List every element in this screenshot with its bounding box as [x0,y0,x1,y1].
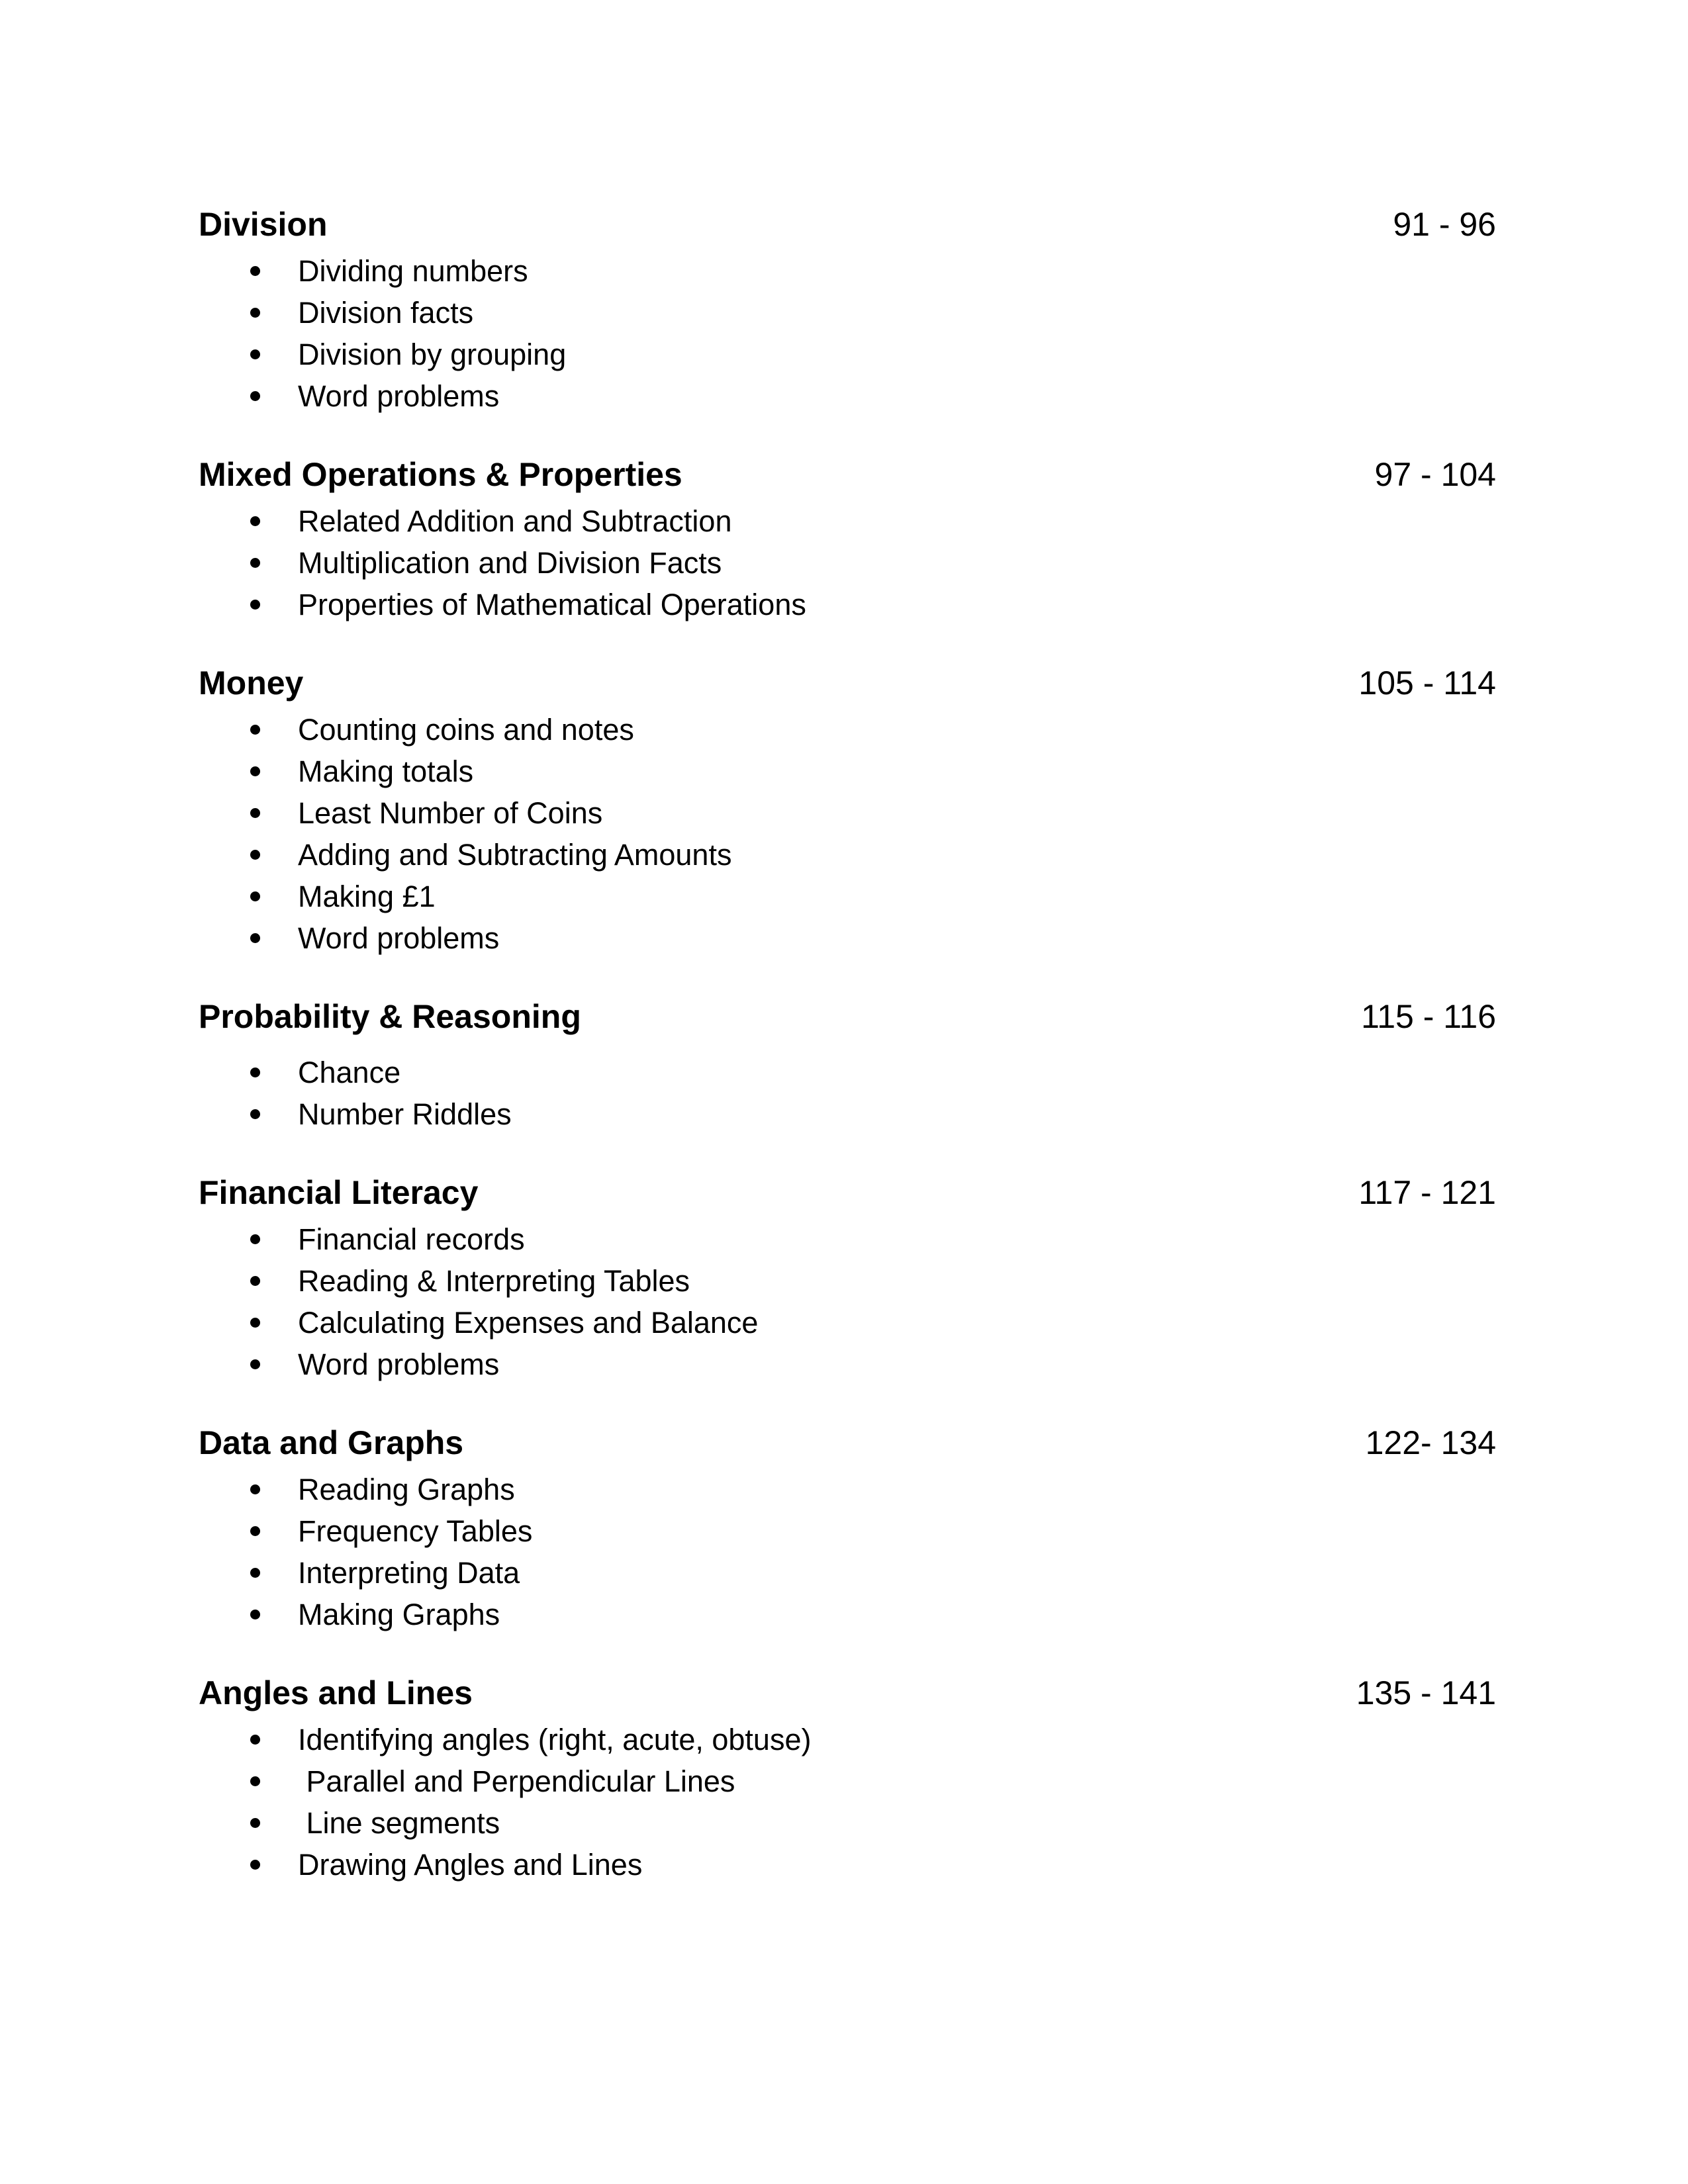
topic-label: Making Graphs [298,1598,500,1631]
bullet-icon [250,1860,260,1870]
bullet-icon [250,1109,260,1119]
bullet-icon [250,600,260,610]
bullet-icon [250,1818,260,1828]
topic-label: Division by grouping [298,338,567,371]
list-item [199,292,1496,334]
section-title: Angles and Lines [199,1674,473,1711]
list-item [199,834,1496,876]
list-item [199,1594,1496,1635]
section-division [199,199,1496,417]
topic-label: Identifying angles (right, acute, obtuse) [298,1723,812,1756]
topic-label: Adding and Subtracting Amounts [298,838,732,872]
list-item [199,1218,1496,1260]
list-item [199,334,1496,375]
section-title: Mixed Operations & Properties [199,456,682,493]
section-header [199,199,1496,250]
section-header [199,1417,1496,1469]
topic-label: Division facts [298,296,474,330]
topic-label: Drawing Angles and Lines [298,1848,643,1882]
list-item [199,500,1496,542]
list-item [199,917,1496,959]
section-header [199,1167,1496,1218]
section-header [199,657,1496,709]
bullet-icon [250,1068,260,1077]
topic-label: Counting coins and notes [298,713,634,747]
list-item [199,1760,1496,1802]
topic-label: Least Number of Coins [298,796,603,830]
page-range: 97 - 104 [1374,456,1496,493]
topic-label: Making £1 [298,880,436,913]
bullet-icon [250,933,260,943]
topic-label: Multiplication and Division Facts [298,546,722,580]
topic-label: Reading Graphs [298,1473,515,1506]
list-item [199,876,1496,917]
topic-label: Reading & Interpreting Tables [298,1264,690,1298]
list-item [199,542,1496,584]
list-item [199,709,1496,751]
section-header [199,449,1496,500]
list-item [199,584,1496,625]
list-item [199,1302,1496,1343]
list-item [199,1469,1496,1510]
topic-label: Chance [298,1056,401,1089]
bullet-icon [250,1735,260,1745]
topic-label: Word problems [298,921,500,955]
page-range: 117 - 121 [1358,1174,1496,1211]
section-angles-and-lines [199,1667,1496,1886]
section-header [199,991,1496,1042]
page-range: 105 - 114 [1358,664,1496,702]
topic-list [199,1218,1496,1385]
bullet-icon [250,1276,260,1286]
section-financial-literacy [199,1167,1496,1385]
topic-list [199,1719,1496,1886]
list-item [199,1844,1496,1886]
bullet-icon [250,266,260,276]
bullet-icon [250,725,260,735]
topic-list [199,500,1496,625]
section-money [199,657,1496,959]
section-title: Financial Literacy [199,1174,479,1211]
topic-label: Interpreting Data [298,1556,520,1590]
topic-label: Related Addition and Subtraction [298,504,732,538]
bullet-icon [250,516,260,526]
list-item [199,1719,1496,1760]
section-title: Probability & Reasoning [199,998,581,1035]
section-data-and-graphs [199,1417,1496,1635]
topic-list [199,250,1496,417]
bullet-icon [250,850,260,860]
topic-label: Properties of Mathematical Operations [298,588,806,621]
bullet-icon [250,391,260,401]
bullet-icon [250,891,260,901]
topic-label: Word problems [298,1347,500,1381]
section-header [199,1667,1496,1719]
section-mixed-operations [199,449,1496,625]
section-title: Division [199,206,328,243]
topic-label: Dividing numbers [298,254,528,288]
bullet-icon [250,1484,260,1494]
bullet-icon [250,1610,260,1619]
bullet-icon [250,349,260,359]
bullet-icon [250,1234,260,1244]
list-item [199,375,1496,417]
bullet-icon [250,1568,260,1578]
list-item [199,1510,1496,1552]
section-title: Money [199,664,304,702]
topic-label: Line segments [298,1806,500,1840]
bullet-icon [250,558,260,568]
topic-label: Financial records [298,1222,525,1256]
topic-label: Making totals [298,754,474,788]
topic-label: Number Riddles [298,1097,512,1131]
list-item [199,250,1496,292]
topic-label: Frequency Tables [298,1514,533,1548]
list-item [199,1052,1496,1093]
list-item [199,1260,1496,1302]
page-range: 135 - 141 [1356,1674,1496,1711]
page-range: 122- 134 [1365,1424,1496,1461]
list-item [199,751,1496,792]
bullet-icon [250,1776,260,1786]
topic-list [199,709,1496,959]
bullet-icon [250,808,260,818]
section-probability [199,991,1496,1135]
topic-list [199,1469,1496,1635]
bullet-icon [250,1318,260,1328]
table-of-contents [199,199,1496,1917]
topic-label: Word problems [298,379,500,413]
bullet-icon [250,766,260,776]
page-range: 115 - 116 [1361,998,1496,1035]
topic-list [199,1052,1496,1135]
bullet-icon [250,1526,260,1536]
list-item [199,1552,1496,1594]
topic-label: Parallel and Perpendicular Lines [298,1764,735,1798]
list-item [199,1093,1496,1135]
bullet-icon [250,1359,260,1369]
list-item [199,1802,1496,1844]
list-item [199,792,1496,834]
page-range: 91 - 96 [1393,206,1496,243]
section-title: Data and Graphs [199,1424,464,1461]
topic-label: Calculating Expenses and Balance [298,1306,759,1340]
bullet-icon [250,308,260,318]
list-item [199,1343,1496,1385]
